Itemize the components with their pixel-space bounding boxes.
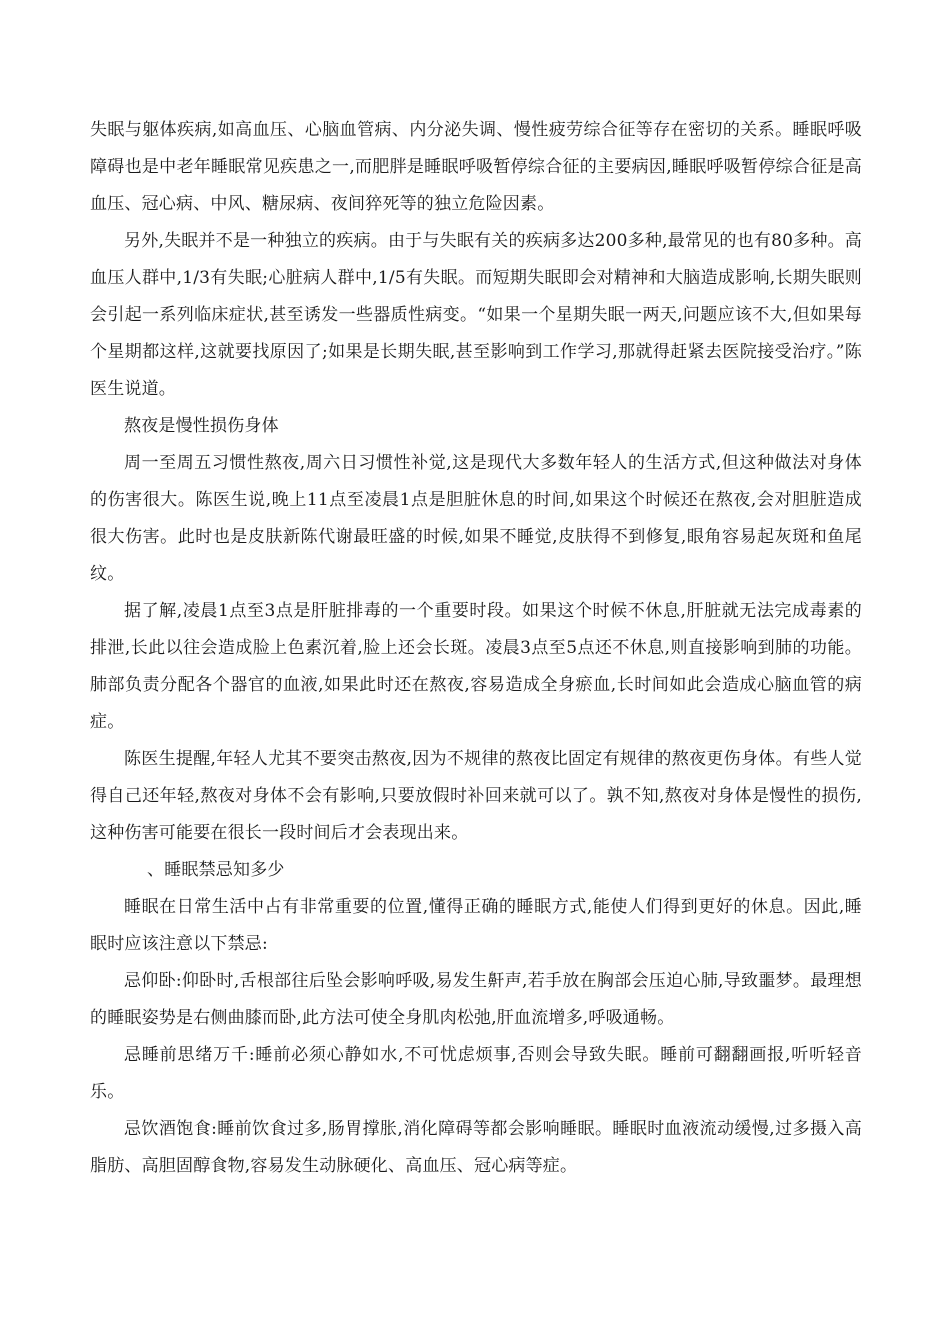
- paragraph-doctor-reminder: 陈医生提醒,年轻人尤其不要突击熬夜,因为不规律的熬夜比固定有规律的熬夜更伤身体。有些人觉得自己还年轻,熬夜对身体不会有影响,只要放假时补回来就可以了。孰不知,熬夜对身体是慢性的损伤,这种伤害可能要在很长一段时间后才会表现出来。: [90, 749, 862, 843]
- paragraph-taboo-alcohol-food: 忌饮酒饱食:睡前饮食过多,肠胃撑胀,消化障碍等都会影响睡眠。睡眠时血液流动缓慢,过多摄入高脂肪、高胆固醇食物,容易发生动脉硬化、高血压、冠心病等症。: [90, 1119, 862, 1176]
- section-heading-staying-up: 熬夜是慢性损伤身体: [124, 416, 279, 436]
- paragraph-weekday-habits: 周一至周五习惯性熬夜,周六日习惯性补觉,这是现代大多数年轻人的生活方式,但这种做法对身体的伤害很大。陈医生说,晚上11点至凌晨1点是胆脏休息的时间,如果这个时候还在熬夜,会对胆脏造成很大伤害。此时也是皮肤新陈代谢最旺盛的时候,如果不睡觉,皮肤得不到修复,眼角容易起灰斑和鱼尾纹。: [90, 453, 862, 584]
- paragraph-insomnia-diseases: 失眠与躯体疾病,如高血压、心脑血管病、内分泌失调、慢性疲劳综合征等存在密切的关系。睡眠呼吸障碍也是中老年睡眠常见疾患之一,而肥胖是睡眠呼吸暂停综合征的主要病因,睡眠呼吸暂停综合征是高血压、冠心病、中风、糖尿病、夜间猝死等的独立危险因素。: [90, 120, 862, 214]
- paragraph-liver-detox: 据了解,凌晨1点至3点是肝脏排毒的一个重要时段。如果这个时候不休息,肝脏就无法完成毒素的排泄,长此以往会造成脸上色素沉着,脸上还会长斑。凌晨3点至5点还不休息,则直接影响到肺的功能。肺部负责分配各个器官的血液,如果此时还在熬夜,容易造成全身瘀血,长时间如此会造成心脑血管的病症。: [90, 601, 862, 732]
- paragraph-sleep-importance: 睡眠在日常生活中占有非常重要的位置,懂得正确的睡眠方式,能使人们得到更好的休息。因此,睡眠时应该注意以下禁忌:: [90, 897, 862, 954]
- section-heading-sleep-taboos: 、睡眠禁忌知多少: [147, 860, 285, 880]
- paragraph-taboo-overthinking: 忌睡前思绪万千:睡前必须心静如水,不可忧虑烦事,否则会导致失眠。睡前可翻翻画报,听听轻音乐。: [90, 1045, 862, 1102]
- paragraph-insomnia-not-independent: 另外,失眠并不是一种独立的疾病。由于与失眠有关的疾病多达200多种,最常见的也有80多种。高血压人群中,1/3有失眠;心脏病人群中,1/5有失眠。而短期失眠即会对精神和大脑造成影响,长期失眠则会引起一系列临床症状,甚至诱发一些器质性病变。“如果一个星期失眠一两天,问题应该不大,但如果每个星期都这样,这就要找原因了;如果是长期失眠,甚至影响到工作学习,那就得赶紧去医院接受治疗。”陈医生说道。: [90, 231, 862, 399]
- paragraph-taboo-supine: 忌仰卧:仰卧时,舌根部往后坠会影响呼吸,易发生鼾声,若手放在胸部会压迫心肺,导致噩梦。最理想的睡眠姿势是右侧曲膝而卧,此方法可使全身肌肉松弛,肝血流增多,呼吸通畅。: [90, 971, 862, 1028]
